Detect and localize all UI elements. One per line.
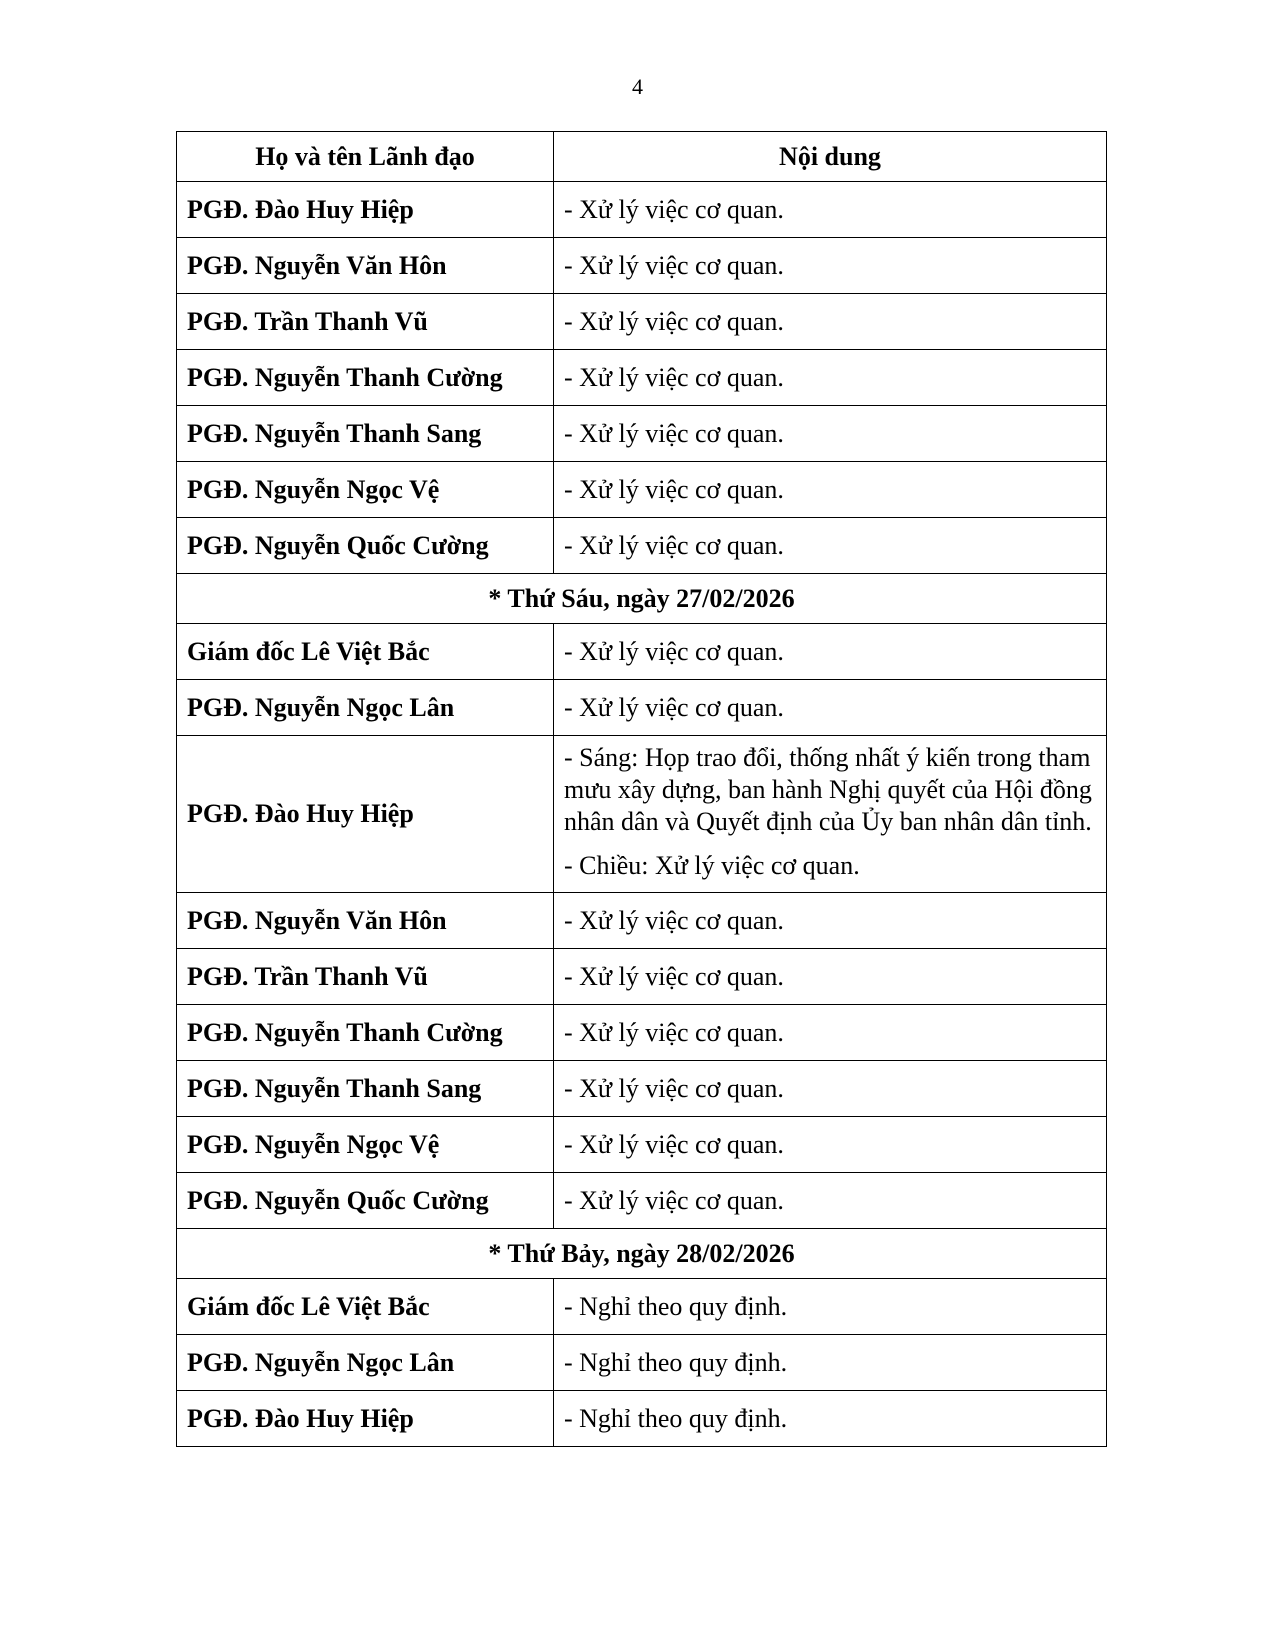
header-leader-name: Họ và tên Lãnh đạo <box>177 132 554 182</box>
schedule-body <box>177 182 1107 1447</box>
leader-name: PGĐ. Đào Huy Hiệp <box>177 736 554 893</box>
table-row <box>177 350 1107 406</box>
schedule-content <box>554 949 1107 1005</box>
content-line: - Nghỉ theo quy định. <box>564 1347 788 1377</box>
schedule-content <box>554 406 1107 462</box>
leader-name: PGĐ. Nguyễn Văn Hôn <box>177 893 554 949</box>
leader-name: PGĐ. Nguyễn Thanh Sang <box>177 406 554 462</box>
leader-name: PGĐ. Nguyễn Thanh Cường <box>177 1005 554 1061</box>
content-line: - Sáng: Họp trao đổi, thống nhất ý kiến trong tham mưu xây dựng, ban hành Nghị quyết của Hội đồng nhân dân và Quyết định của Ủy ban nhân dân tỉnh. <box>564 743 1092 836</box>
schedule-content <box>554 1391 1107 1447</box>
leader-name: PGĐ. Trần Thanh Vũ <box>177 294 554 350</box>
table-row <box>177 462 1107 518</box>
leader-name: PGĐ. Nguyễn Thanh Cường <box>177 350 554 406</box>
schedule-content <box>554 1173 1107 1229</box>
schedule-content <box>554 518 1107 574</box>
content-line: - Xử lý việc cơ quan. <box>564 362 784 392</box>
table-row <box>177 949 1107 1005</box>
schedule-content <box>554 624 1107 680</box>
schedule-content <box>554 1005 1107 1061</box>
content-line: - Xử lý việc cơ quan. <box>564 250 784 280</box>
leader-name: PGĐ. Nguyễn Thanh Sang <box>177 1061 554 1117</box>
leader-name: Giám đốc Lê Việt Bắc <box>177 624 554 680</box>
header-content: Nội dung <box>554 132 1107 182</box>
content-line: - Nghỉ theo quy định. <box>564 1403 788 1433</box>
day-heading: * Thứ Bảy, ngày 28/02/2026 <box>177 1229 1107 1279</box>
schedule-content <box>554 736 1107 893</box>
leader-name: PGĐ. Nguyễn Ngọc Lân <box>177 680 554 736</box>
table-row <box>177 624 1107 680</box>
content-line: - Xử lý việc cơ quan. <box>564 194 784 224</box>
schedule-content <box>554 1061 1107 1117</box>
content-line: - Xử lý việc cơ quan. <box>564 905 784 935</box>
leader-name: PGĐ. Nguyễn Quốc Cường <box>177 518 554 574</box>
day-heading-row <box>177 574 1107 624</box>
schedule-content <box>554 294 1107 350</box>
content-line: - Xử lý việc cơ quan. <box>564 1073 784 1103</box>
table-row <box>177 1173 1107 1229</box>
content-line: - Xử lý việc cơ quan. <box>564 1185 784 1215</box>
page-number: 4 <box>632 74 643 99</box>
leader-name: PGĐ. Nguyễn Ngọc Vệ <box>177 462 554 518</box>
table-row <box>177 1279 1107 1335</box>
content-line: - Xử lý việc cơ quan. <box>564 306 784 336</box>
schedule-content <box>554 1335 1107 1391</box>
content-line: - Xử lý việc cơ quan. <box>564 530 784 560</box>
table-row <box>177 680 1107 736</box>
schedule-content <box>554 462 1107 518</box>
table-row <box>177 893 1107 949</box>
table-row <box>177 182 1107 238</box>
leader-name: PGĐ. Nguyễn Ngọc Vệ <box>177 1117 554 1173</box>
schedule-content <box>554 893 1107 949</box>
day-heading-row <box>177 1229 1107 1279</box>
table-row <box>177 1061 1107 1117</box>
table-row <box>177 238 1107 294</box>
leader-name: PGĐ. Đào Huy Hiệp <box>177 1391 554 1447</box>
table-row <box>177 1391 1107 1447</box>
content-line: - Xử lý việc cơ quan. <box>564 961 784 991</box>
schedule-content <box>554 1117 1107 1173</box>
content-line: - Xử lý việc cơ quan. <box>564 418 784 448</box>
table-row <box>177 1005 1107 1061</box>
content-line: - Xử lý việc cơ quan. <box>564 692 784 722</box>
leader-name: Giám đốc Lê Việt Bắc <box>177 1279 554 1335</box>
content-line: - Xử lý việc cơ quan. <box>564 1129 784 1159</box>
leader-name: PGĐ. Trần Thanh Vũ <box>177 949 554 1005</box>
schedule-content <box>554 1279 1107 1335</box>
leader-name: PGĐ. Nguyễn Quốc Cường <box>177 1173 554 1229</box>
content-line: - Xử lý việc cơ quan. <box>564 474 784 504</box>
table-header-row <box>177 132 1107 182</box>
content-line: - Xử lý việc cơ quan. <box>564 636 784 666</box>
content-line: - Chiều: Xử lý việc cơ quan. <box>564 851 860 880</box>
content-line: - Xử lý việc cơ quan. <box>564 1017 784 1047</box>
table-row <box>177 406 1107 462</box>
table-row <box>177 294 1107 350</box>
day-heading: * Thứ Sáu, ngày 27/02/2026 <box>177 574 1107 624</box>
schedule-table <box>176 131 1107 1447</box>
schedule-content <box>554 238 1107 294</box>
table-row <box>177 1335 1107 1391</box>
schedule-content <box>554 680 1107 736</box>
table-row <box>177 518 1107 574</box>
leader-name: PGĐ. Đào Huy Hiệp <box>177 182 554 238</box>
leader-name: PGĐ. Nguyễn Ngọc Lân <box>177 1335 554 1391</box>
schedule-content <box>554 182 1107 238</box>
content-line: - Nghỉ theo quy định. <box>564 1291 788 1321</box>
table-row <box>177 1117 1107 1173</box>
leader-name: PGĐ. Nguyễn Văn Hôn <box>177 238 554 294</box>
schedule-content <box>554 350 1107 406</box>
table-row <box>177 736 1107 893</box>
